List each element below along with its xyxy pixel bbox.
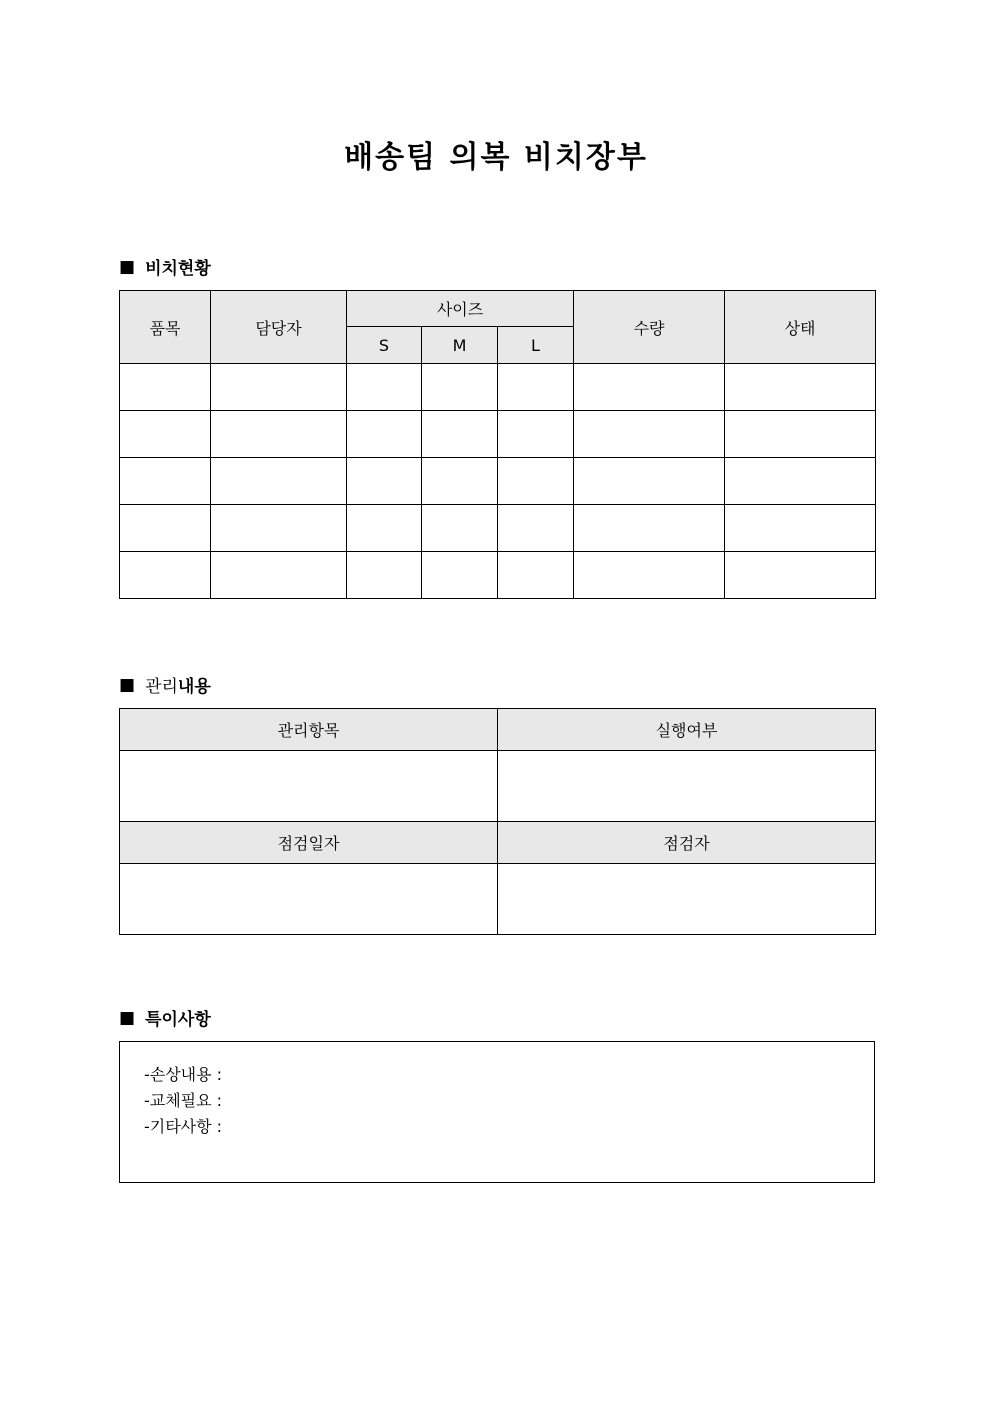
header-inspector: 점검자: [498, 822, 876, 864]
cell-quantity[interactable]: [574, 364, 725, 411]
inventory-table: [119, 290, 876, 599]
section-heading-inventory: [119, 254, 211, 279]
section-heading-notes: [119, 1005, 211, 1030]
table-row: [120, 751, 876, 822]
section-title-prefix: 관리: [145, 677, 178, 697]
cell-size-l[interactable]: [498, 552, 574, 599]
cell-size-l[interactable]: [498, 411, 574, 458]
cell-size-l[interactable]: [498, 458, 574, 505]
cell-size-s[interactable]: [347, 364, 422, 411]
table-header-row: [120, 822, 876, 864]
cell-management-item[interactable]: [120, 751, 498, 822]
cell-status[interactable]: [725, 411, 876, 458]
section-title-suffix: 내용: [177, 677, 211, 697]
section-title: 비치현황: [145, 259, 211, 279]
square-bullet-icon: ■: [119, 674, 136, 695]
cell-size-s[interactable]: [347, 505, 422, 552]
cell-quantity[interactable]: [574, 411, 725, 458]
cell-item[interactable]: [120, 552, 211, 599]
cell-inspector[interactable]: [498, 864, 876, 935]
col-header-size: 사이즈: [347, 291, 574, 327]
cell-quantity[interactable]: [574, 505, 725, 552]
table-row: [120, 505, 876, 552]
section-title: 특이사항: [145, 1010, 211, 1030]
cell-item[interactable]: [120, 505, 211, 552]
header-inspection-date: 점검일자: [120, 822, 498, 864]
table-header-row: [120, 291, 876, 327]
cell-manager[interactable]: [211, 505, 347, 552]
cell-quantity[interactable]: [574, 458, 725, 505]
cell-quantity[interactable]: [574, 552, 725, 599]
cell-size-m[interactable]: [422, 505, 498, 552]
square-bullet-icon: ■: [119, 1007, 136, 1028]
table-row: [120, 458, 876, 505]
header-management-item: 관리항목: [120, 709, 498, 751]
cell-size-l[interactable]: [498, 505, 574, 552]
cell-size-l[interactable]: [498, 364, 574, 411]
table-row: [120, 364, 876, 411]
table-header-row: [120, 709, 876, 751]
square-bullet-icon: ■: [119, 256, 136, 277]
note-damage: -손상내용 :: [144, 1065, 223, 1084]
cell-status[interactable]: [725, 505, 876, 552]
cell-manager[interactable]: [211, 458, 347, 505]
notes-box[interactable]: [119, 1041, 875, 1183]
table-row: [120, 552, 876, 599]
cell-size-m[interactable]: [422, 458, 498, 505]
col-header-size-l: L: [498, 327, 574, 364]
col-header-item: 품목: [120, 291, 211, 364]
col-header-status: 상태: [725, 291, 876, 364]
cell-inspection-date[interactable]: [120, 864, 498, 935]
section-heading-management: [119, 672, 211, 697]
col-header-quantity: 수량: [574, 291, 725, 364]
cell-size-s[interactable]: [347, 458, 422, 505]
cell-status[interactable]: [725, 552, 876, 599]
cell-size-m[interactable]: [422, 552, 498, 599]
cell-manager[interactable]: [211, 552, 347, 599]
cell-size-s[interactable]: [347, 411, 422, 458]
cell-size-m[interactable]: [422, 364, 498, 411]
table-row: [120, 411, 876, 458]
col-header-manager: 담당자: [211, 291, 347, 364]
document-title: 배송팀 의복 비치장부: [344, 140, 648, 175]
cell-status[interactable]: [725, 458, 876, 505]
note-other: -기타사항 :: [144, 1117, 223, 1136]
col-header-size-s: S: [347, 327, 422, 364]
note-replacement: -교체필요 :: [144, 1091, 223, 1110]
cell-size-s[interactable]: [347, 552, 422, 599]
cell-item[interactable]: [120, 411, 211, 458]
header-executed: 실행여부: [498, 709, 876, 751]
cell-size-m[interactable]: [422, 411, 498, 458]
management-table: [119, 708, 876, 935]
cell-manager[interactable]: [211, 364, 347, 411]
cell-status[interactable]: [725, 364, 876, 411]
cell-item[interactable]: [120, 458, 211, 505]
cell-executed[interactable]: [498, 751, 876, 822]
cell-manager[interactable]: [211, 411, 347, 458]
cell-item[interactable]: [120, 364, 211, 411]
col-header-size-m: M: [422, 327, 498, 364]
table-row: [120, 864, 876, 935]
